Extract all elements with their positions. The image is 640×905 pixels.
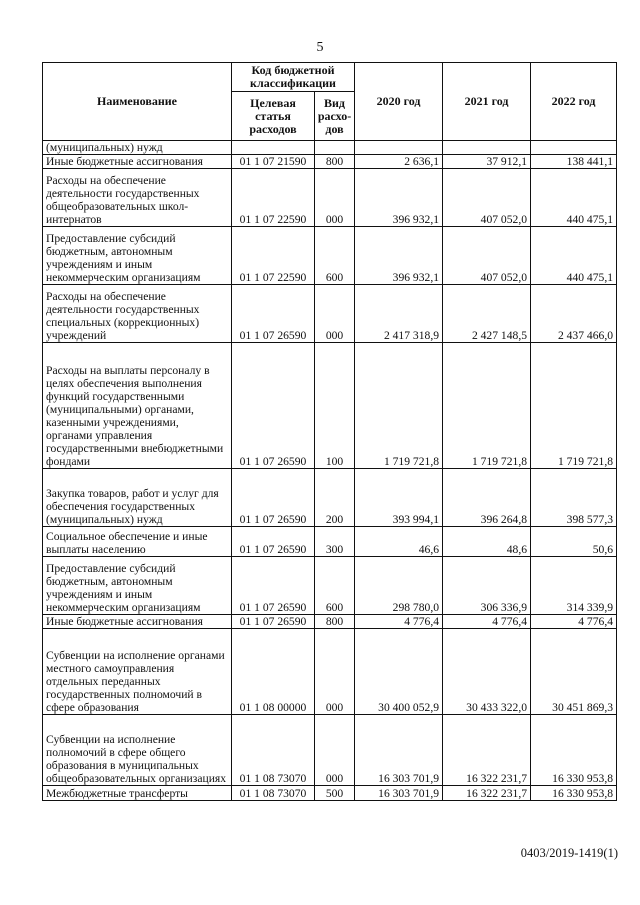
cell-2020: 396 932,1	[355, 169, 443, 227]
cell-expense-type: 300	[315, 527, 355, 557]
cell-expense-type: 200	[315, 469, 355, 527]
header-expense-type: Вид расхо-дов	[315, 92, 355, 141]
cell-target-article: 01 1 07 21590	[232, 155, 315, 169]
cell-2022: 440 475,1	[531, 227, 617, 285]
cell-2022: 50,6	[531, 527, 617, 557]
cell-target-article: 01 1 07 22590	[232, 169, 315, 227]
cell-name: Иные бюджетные ассигнования	[43, 615, 232, 629]
table-row	[43, 527, 617, 557]
cell-target-article: 01 1 08 73070	[232, 786, 315, 801]
cell-name: Расходы на выплаты персоналу в целях обеспечения выполнения функций государственными (муниципальными) органами, казенными учреждениями, органами управления государственными внебюджетными фондами	[43, 343, 232, 469]
table-row	[43, 629, 617, 715]
cell-2020: 46,6	[355, 527, 443, 557]
cell-2021: 16 322 231,7	[443, 715, 531, 786]
cell-target-article: 01 1 07 26590	[232, 343, 315, 469]
cell-2022: 314 339,9	[531, 557, 617, 615]
cell-expense-type: 800	[315, 615, 355, 629]
cell-2020: 298 780,0	[355, 557, 443, 615]
table-row	[43, 169, 617, 227]
cell-2021: 2 427 148,5	[443, 285, 531, 343]
table-row	[43, 227, 617, 285]
cell-2020: 4 776,4	[355, 615, 443, 629]
budget-table	[42, 62, 617, 801]
cell-2021: 16 322 231,7	[443, 786, 531, 801]
cell-2020: 16 303 701,9	[355, 715, 443, 786]
cell-2021: 30 433 322,0	[443, 629, 531, 715]
cell-2021: 1 719 721,8	[443, 343, 531, 469]
cell-expense-type: 000	[315, 285, 355, 343]
cell-expense-type	[315, 141, 355, 155]
header-2020: 2020 год	[355, 63, 443, 141]
header-classification: Код бюджетной классификации	[232, 63, 355, 92]
cell-2020: 30 400 052,9	[355, 629, 443, 715]
cell-target-article: 01 1 07 22590	[232, 227, 315, 285]
cell-2022: 16 330 953,8	[531, 715, 617, 786]
cell-2020: 2 636,1	[355, 155, 443, 169]
cell-expense-type: 600	[315, 227, 355, 285]
cell-name: Закупка товаров, работ и услуг для обеспечения государственных (муниципальных) нужд	[43, 469, 232, 527]
cell-2022	[531, 141, 617, 155]
table-row	[43, 343, 617, 469]
cell-2021: 37 912,1	[443, 155, 531, 169]
table-row	[43, 786, 617, 801]
cell-target-article: 01 1 07 26590	[232, 285, 315, 343]
table-row	[43, 285, 617, 343]
cell-expense-type: 000	[315, 629, 355, 715]
table-body	[43, 141, 617, 801]
header-2021: 2021 год	[443, 63, 531, 141]
cell-expense-type: 000	[315, 169, 355, 227]
cell-expense-type: 500	[315, 786, 355, 801]
cell-name: Расходы на обеспечение деятельности государственных специальных (коррекционных) учреждений	[43, 285, 232, 343]
cell-2021	[443, 141, 531, 155]
cell-2020	[355, 141, 443, 155]
cell-expense-type: 000	[315, 715, 355, 786]
cell-2022: 16 330 953,8	[531, 786, 617, 801]
cell-name: Иные бюджетные ассигнования	[43, 155, 232, 169]
table-row	[43, 615, 617, 629]
table-row	[43, 469, 617, 527]
cell-2020: 1 719 721,8	[355, 343, 443, 469]
page-number: 5	[316, 40, 324, 55]
cell-2022: 398 577,3	[531, 469, 617, 527]
cell-2020: 396 932,1	[355, 227, 443, 285]
header-2022: 2022 год	[531, 63, 617, 141]
table-row	[43, 155, 617, 169]
cell-expense-type: 600	[315, 557, 355, 615]
table-row	[43, 715, 617, 786]
cell-2022: 2 437 466,0	[531, 285, 617, 343]
header-name: Наименование	[43, 63, 232, 141]
cell-2020: 2 417 318,9	[355, 285, 443, 343]
cell-name: Межбюджетные трансферты	[43, 786, 232, 801]
cell-target-article: 01 1 08 73070	[232, 715, 315, 786]
cell-2021: 48,6	[443, 527, 531, 557]
cell-2021: 396 264,8	[443, 469, 531, 527]
cell-name: Субвенции на исполнение полномочий в сфере общего образования в муниципальных общеобразовательных организациях	[43, 715, 232, 786]
cell-target-article: 01 1 07 26590	[232, 615, 315, 629]
table-row	[43, 141, 617, 155]
cell-name: Расходы на обеспечение деятельности государственных общеобразовательных школ-интернатов	[43, 169, 232, 227]
cell-2021: 306 336,9	[443, 557, 531, 615]
cell-name: Предоставление субсидий бюджетным, автономным учреждениям и иным некоммерческим организациям	[43, 227, 232, 285]
cell-2022: 30 451 869,3	[531, 629, 617, 715]
cell-name: Субвенции на исполнение органами местного самоуправления отдельных переданных государственных полномочий в сфере образования	[43, 629, 232, 715]
cell-target-article: 01 1 07 26590	[232, 527, 315, 557]
cell-2022: 440 475,1	[531, 169, 617, 227]
cell-2021: 407 052,0	[443, 169, 531, 227]
cell-name: Предоставление субсидий бюджетным, автономным учреждениям и иным некоммерческим организациям	[43, 557, 232, 615]
cell-2022: 4 776,4	[531, 615, 617, 629]
document-code: 0403/2019-1419(1)	[520, 846, 618, 860]
cell-expense-type: 100	[315, 343, 355, 469]
cell-2022: 138 441,1	[531, 155, 617, 169]
cell-2020: 393 994,1	[355, 469, 443, 527]
cell-target-article: 01 1 07 26590	[232, 557, 315, 615]
cell-expense-type: 800	[315, 155, 355, 169]
cell-2021: 4 776,4	[443, 615, 531, 629]
cell-target-article: 01 1 08 00000	[232, 629, 315, 715]
cell-2022: 1 719 721,8	[531, 343, 617, 469]
header-target-article: Целевая статья расходов	[232, 92, 315, 141]
cell-name: Социальное обеспечение и иные выплаты населению	[43, 527, 232, 557]
cell-2020: 16 303 701,9	[355, 786, 443, 801]
cell-2021: 407 052,0	[443, 227, 531, 285]
cell-name: (муниципальных) нужд	[43, 141, 232, 155]
table-row	[43, 557, 617, 615]
cell-target-article	[232, 141, 315, 155]
cell-target-article: 01 1 07 26590	[232, 469, 315, 527]
